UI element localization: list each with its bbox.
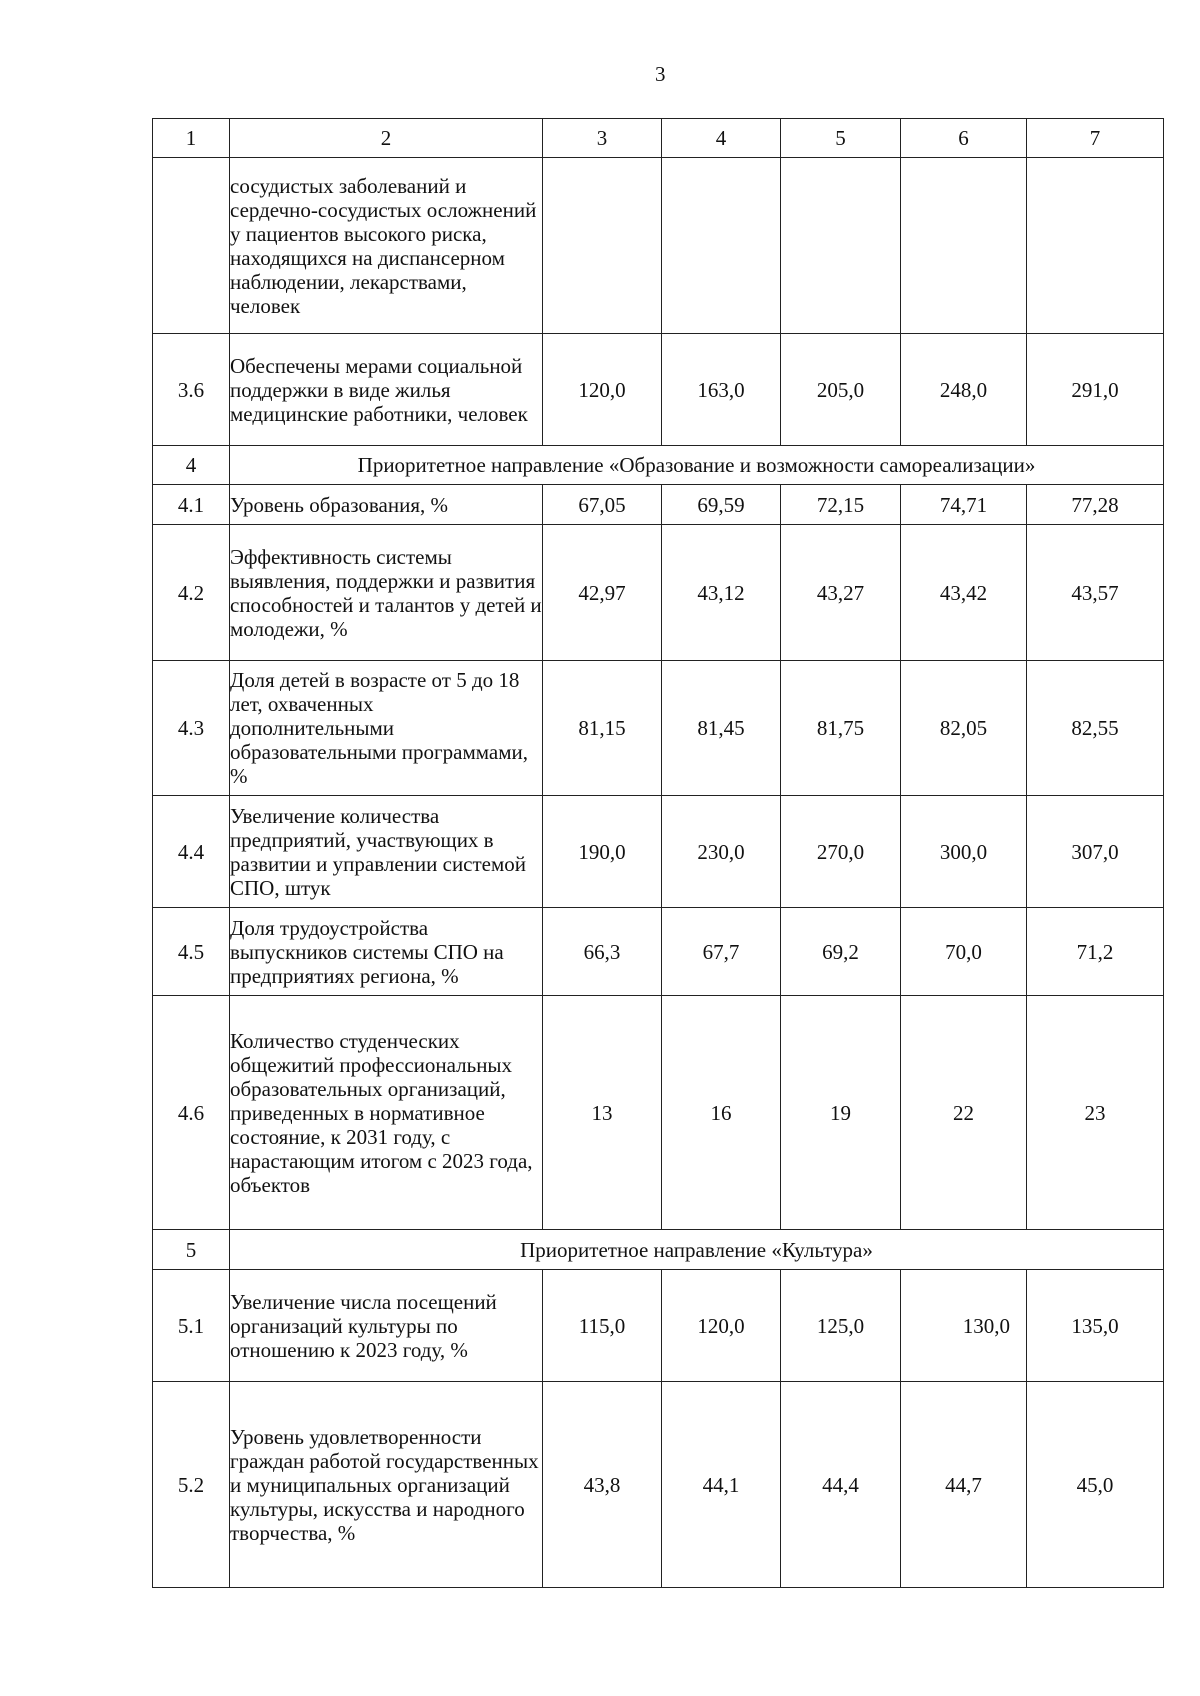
section-title: Приоритетное направление «Образование и возможности самореализации» bbox=[230, 446, 1164, 485]
value-cell: 22 bbox=[901, 996, 1027, 1230]
value-cell: 13 bbox=[543, 996, 662, 1230]
section-row bbox=[153, 446, 1164, 485]
value-cell: 72,15 bbox=[781, 485, 901, 525]
value-cell: 190,0 bbox=[543, 796, 662, 908]
value-cell: 291,0 bbox=[1027, 334, 1164, 446]
value-cell: 43,27 bbox=[781, 525, 901, 661]
value-cell: 82,55 bbox=[1027, 661, 1164, 796]
value-cell: 130,0 bbox=[901, 1270, 1027, 1382]
table-row bbox=[153, 908, 1164, 996]
value-cell: 19 bbox=[781, 996, 901, 1230]
value-cell: 16 bbox=[662, 996, 781, 1230]
section-title: Приоритетное направление «Культура» bbox=[230, 1230, 1164, 1270]
table-row bbox=[153, 485, 1164, 525]
value-cell: 81,45 bbox=[662, 661, 781, 796]
value-cell: 270,0 bbox=[781, 796, 901, 908]
value-cell: 43,57 bbox=[1027, 525, 1164, 661]
value-cell: 66,3 bbox=[543, 908, 662, 996]
value-cell: 43,42 bbox=[901, 525, 1027, 661]
table-row bbox=[153, 334, 1164, 446]
section-row bbox=[153, 1230, 1164, 1270]
value-cell: 74,71 bbox=[901, 485, 1027, 525]
value-cell bbox=[781, 158, 901, 334]
row-number: 4.2 bbox=[153, 525, 230, 661]
value-cell: 43,8 bbox=[543, 1382, 662, 1588]
value-cell: 115,0 bbox=[543, 1270, 662, 1382]
value-cell: 135,0 bbox=[1027, 1270, 1164, 1382]
value-cell: 69,2 bbox=[781, 908, 901, 996]
value-cell: 44,1 bbox=[662, 1382, 781, 1588]
row-number: 4.3 bbox=[153, 661, 230, 796]
indicator-name: Доля детей в возрасте от 5 до 18 лет, охваченных дополнительными образовательными программами, % bbox=[230, 661, 543, 796]
section-number: 5 bbox=[153, 1230, 230, 1270]
indicator-name: Увеличение количества предприятий, участвующих в развитии и управлении системой СПО, штук bbox=[230, 796, 543, 908]
value-cell: 67,7 bbox=[662, 908, 781, 996]
value-cell: 77,28 bbox=[1027, 485, 1164, 525]
value-cell: 81,15 bbox=[543, 661, 662, 796]
row-number bbox=[153, 158, 230, 334]
row-number: 5.1 bbox=[153, 1270, 230, 1382]
section-number: 4 bbox=[153, 446, 230, 485]
value-cell: 125,0 bbox=[781, 1270, 901, 1382]
value-cell: 205,0 bbox=[781, 334, 901, 446]
table-row bbox=[153, 661, 1164, 796]
row-number: 4.4 bbox=[153, 796, 230, 908]
value-cell bbox=[901, 158, 1027, 334]
row-number: 5.2 bbox=[153, 1382, 230, 1588]
table-header-row bbox=[153, 119, 1164, 158]
table-row bbox=[153, 996, 1164, 1230]
indicator-name: сосудистых заболеваний и сердечно-сосудистых осложнений у пациентов высокого риска, находящихся на диспансерном наблюдении, лекарствами, человек bbox=[230, 158, 543, 334]
indicator-name: Количество студенческих общежитий профессиональных образовательных организаций, приведенных в нормативное состояние, к 2031 году, с нарастающим итогом с 2023 года, объектов bbox=[230, 996, 543, 1230]
value-cell: 81,75 bbox=[781, 661, 901, 796]
indicator-name: Уровень образования, % bbox=[230, 485, 543, 525]
value-cell: 230,0 bbox=[662, 796, 781, 908]
row-number: 4.1 bbox=[153, 485, 230, 525]
value-cell: 71,2 bbox=[1027, 908, 1164, 996]
row-number: 4.6 bbox=[153, 996, 230, 1230]
value-cell: 248,0 bbox=[901, 334, 1027, 446]
value-cell: 69,59 bbox=[662, 485, 781, 525]
value-cell: 45,0 bbox=[1027, 1382, 1164, 1588]
value-cell: 120,0 bbox=[543, 334, 662, 446]
table-row bbox=[153, 1382, 1164, 1588]
value-cell bbox=[662, 158, 781, 334]
indicator-name: Обеспечены мерами социальной поддержки в виде жилья медицинские работники, человек bbox=[230, 334, 543, 446]
value-cell: 307,0 bbox=[1027, 796, 1164, 908]
value-cell bbox=[1027, 158, 1164, 334]
header-cell: 5 bbox=[781, 119, 901, 158]
row-number: 4.5 bbox=[153, 908, 230, 996]
indicator-name: Уровень удовлетворенности граждан работой государственных и муниципальных организаций культуры, искусства и народного творчества, % bbox=[230, 1382, 543, 1588]
table-row bbox=[153, 796, 1164, 908]
table-row bbox=[153, 1270, 1164, 1382]
table-row bbox=[153, 525, 1164, 661]
value-cell: 23 bbox=[1027, 996, 1164, 1230]
indicator-table bbox=[152, 118, 1164, 1588]
header-cell: 2 bbox=[230, 119, 543, 158]
table-row bbox=[153, 158, 1164, 334]
value-cell: 82,05 bbox=[901, 661, 1027, 796]
value-cell: 120,0 bbox=[662, 1270, 781, 1382]
header-cell: 3 bbox=[543, 119, 662, 158]
value-cell bbox=[543, 158, 662, 334]
value-cell: 43,12 bbox=[662, 525, 781, 661]
indicator-name: Эффективность системы выявления, поддержки и развития способностей и талантов у детей и молодежи, % bbox=[230, 525, 543, 661]
header-cell: 4 bbox=[662, 119, 781, 158]
value-cell: 67,05 bbox=[543, 485, 662, 525]
page-number-text: 3 bbox=[655, 62, 666, 86]
indicator-name: Увеличение числа посещений организаций культуры по отношению к 2023 году, % bbox=[230, 1270, 543, 1382]
indicator-name: Доля трудоустройства выпускников системы СПО на предприятиях региона, % bbox=[230, 908, 543, 996]
value-cell: 300,0 bbox=[901, 796, 1027, 908]
row-number: 3.6 bbox=[153, 334, 230, 446]
header-cell: 1 bbox=[153, 119, 230, 158]
value-cell: 44,4 bbox=[781, 1382, 901, 1588]
value-cell: 42,97 bbox=[543, 525, 662, 661]
header-cell: 6 bbox=[901, 119, 1027, 158]
value-cell: 163,0 bbox=[662, 334, 781, 446]
value-cell: 70,0 bbox=[901, 908, 1027, 996]
value-cell: 44,7 bbox=[901, 1382, 1027, 1588]
header-cell: 7 bbox=[1027, 119, 1164, 158]
